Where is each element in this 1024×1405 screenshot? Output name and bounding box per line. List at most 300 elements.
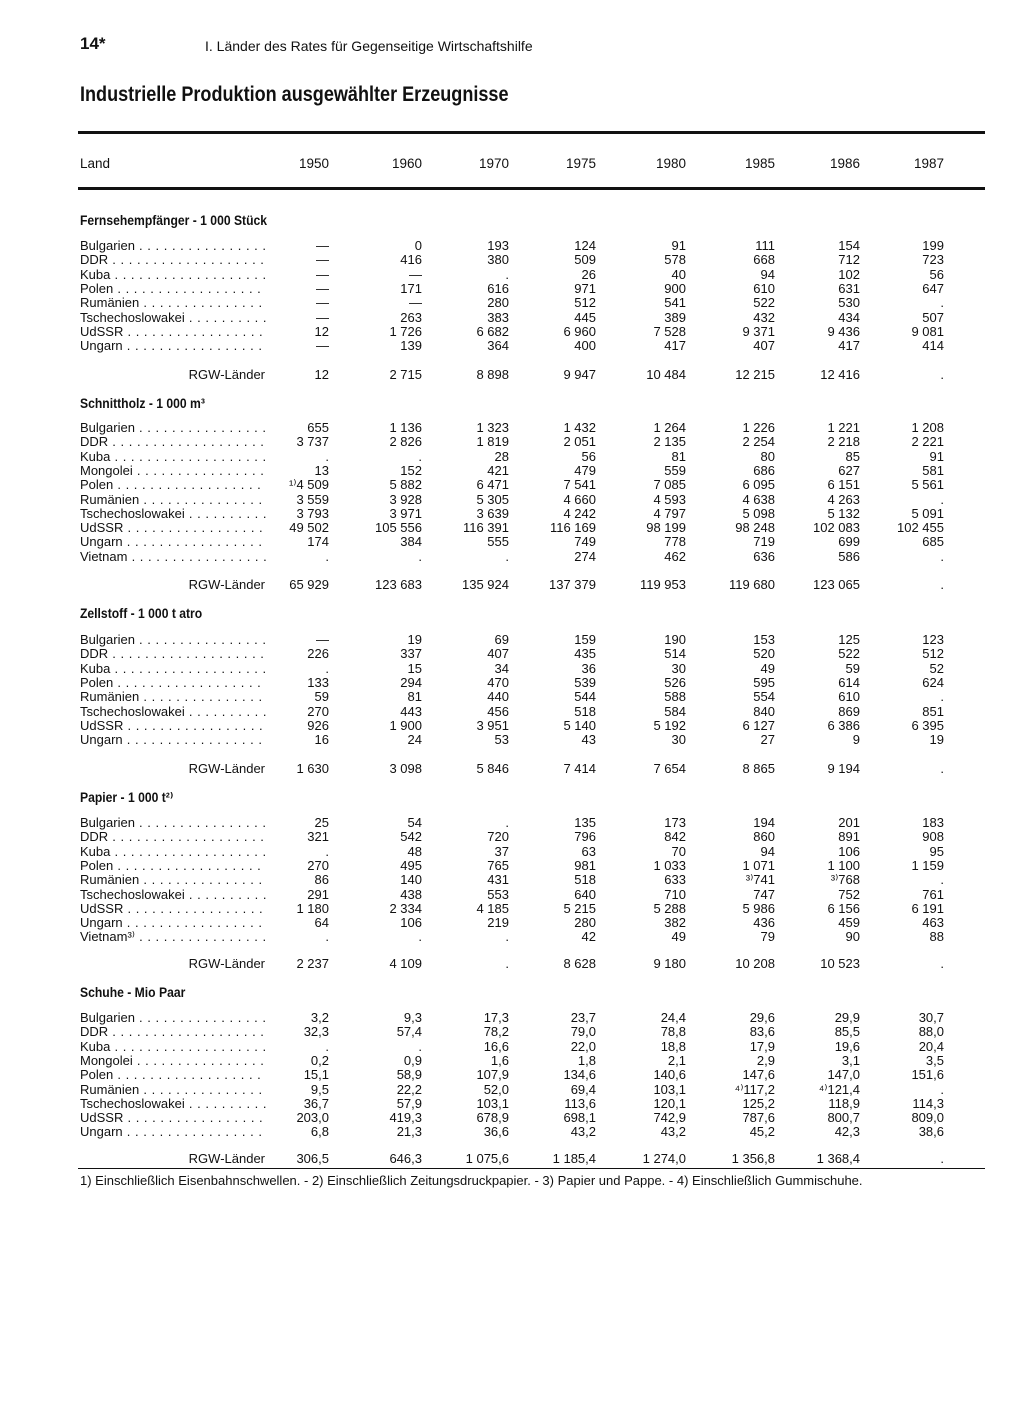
table-cell: 13 [314,462,329,478]
row-label: UdSSR . . . [80,1110,266,1125]
row-label: Bulgarien . . . [80,815,266,830]
table-cell: 509 [574,252,596,268]
table-cell: 64 [314,915,329,931]
table-cell: 90 [845,929,860,945]
table-cell: 971 [574,280,596,296]
table-cell: 86 [314,872,329,888]
table-cell: 438 [400,886,422,902]
table-cell: 719 [753,534,775,550]
table-cell: — [316,280,329,296]
table-cell: 1 264 [653,420,686,435]
page-title: Industrielle Produktion ausgewählter Erzeugnisse [80,83,509,106]
table-cell: 389 [664,309,686,325]
header-year: 1970 [478,156,509,171]
row-label: Ungarn . . . [80,338,266,353]
table-cell: 610 [838,689,860,705]
table-cell: 400 [574,338,596,354]
table-cell: — [316,632,329,647]
total-cell: 12 416 [820,367,860,382]
table-cell: 42 [581,929,596,945]
table-cell: . [505,266,509,282]
table-cell: 294 [400,674,422,690]
section-title: Zellstoff - 1 000 t atro [80,606,203,621]
row-label: UdSSR . . . [80,520,266,535]
table-cell: 6 471 [476,477,509,493]
total-cell: 65 929 [289,577,329,592]
table-cell: 434 [838,309,860,325]
row-label: Polen . . . [80,858,266,873]
table-cell: 102 083 [813,520,860,536]
row-label: Polen . . . [80,281,266,296]
table-cell: 3 951 [476,717,509,733]
table-cell: 38,6 [918,1124,944,1140]
table-cell: 59 [845,660,860,676]
table-cell: 470 [487,674,509,690]
table-cell: . [325,929,329,945]
table-cell: 124 [574,238,596,253]
table-cell: 1 033 [653,857,686,873]
table-cell: 6 191 [911,900,944,916]
table-cell: 900 [664,280,686,296]
table-cell: 6 386 [827,717,860,733]
table-cell: 43,2 [570,1124,596,1140]
row-label: DDR . . . [80,252,266,267]
table-cell: 459 [838,915,860,931]
total-cell: 7 654 [653,761,686,776]
table-cell: 1 071 [742,857,775,873]
table-cell: . [418,448,422,464]
table-cell: 9 081 [911,323,944,339]
table-cell: 116 169 [549,520,596,536]
table-cell: 174 [307,534,329,550]
table-cell: 432 [753,309,775,325]
table-cell: 337 [400,646,422,662]
total-cell: . [940,577,944,592]
total-cell: 8 898 [476,367,509,382]
header-year: 1980 [655,156,686,171]
table-cell: 69 [494,632,509,647]
table-cell: 15 [407,660,422,676]
table-cell: 1,8 [577,1052,596,1068]
table-cell: 6,8 [310,1124,329,1140]
row-label: Tschechoslowakei . . . [80,310,266,325]
table-cell: 81 [671,448,686,464]
table-cell: 595 [753,674,775,690]
total-cell: 306,5 [296,1151,329,1166]
table-cell: 747 [753,886,775,902]
table-cell: 842 [664,829,686,845]
table-cell: 88 [929,929,944,945]
row-label: Tschechoslowakei . . . [80,887,266,902]
table-cell: 16 [314,732,329,748]
table-cell: 1 159 [911,857,944,873]
row-label: Kuba . . . [80,449,266,464]
row-label: Polen . . . [80,675,266,690]
table-cell: 9,3 [403,1010,422,1025]
table-cell: 6 395 [911,717,944,733]
table-cell: 280 [574,915,596,931]
table-cell: 28 [494,448,509,464]
table-cell: 171 [400,280,422,296]
table-cell: 522 [753,295,775,311]
table-cell: 26 [581,266,596,282]
total-cell: 123 683 [375,577,422,592]
table-cell: . [325,548,329,564]
total-cell: 119 953 [639,577,686,592]
table-cell: 1 432 [563,420,596,435]
table-cell: 118,9 [828,1095,860,1111]
total-cell: 2 237 [296,956,329,971]
row-label: Bulgarien . . . [80,1010,266,1025]
table-cell: 383 [487,309,509,325]
table-cell: 765 [487,857,509,873]
table-cell: 5 132 [827,505,860,521]
row-label: Mongolei . . . [80,1053,266,1068]
table-cell: 153 [753,632,775,647]
table-cell: 6 127 [742,717,775,733]
table-cell: 52,0 [483,1081,509,1097]
total-cell: 646,3 [389,1151,422,1166]
table-cell: 495 [400,857,422,873]
table-cell: 3 971 [389,505,422,521]
table-cell: 908 [922,829,944,845]
table-cell: 5 140 [563,717,596,733]
total-cell: 10 208 [735,956,775,971]
table-cell: 193 [487,238,509,253]
table-cell: 640 [574,886,596,902]
total-cell: . [505,956,509,971]
table-cell: 3 559 [296,491,329,507]
total-cell: 1 630 [296,761,329,776]
table-cell: 147,6 [742,1067,775,1083]
table-cell: 24 [407,732,422,748]
table-cell: 116 391 [462,520,509,536]
table-cell: 578 [664,252,686,268]
table-cell: 544 [574,689,596,705]
table-cell: 78,2 [483,1024,509,1040]
row-label: Tschechoslowakei . . . [80,506,266,521]
table-cell: 9,5 [310,1081,329,1097]
table-cell: 5 986 [742,900,775,916]
row-label: Ungarn . . . [80,1124,266,1139]
table-cell: 522 [838,646,860,662]
table-cell: 364 [487,338,509,354]
total-cell: 9 947 [563,367,596,382]
table-cell: 5 091 [911,505,944,521]
table-cell: . [505,815,509,830]
table-cell: 63 [581,843,596,859]
table-cell: . [325,1038,329,1054]
table-cell: 1 221 [827,420,860,435]
table-cell: ⁴⁾121,4 [818,1081,860,1097]
table-cell: 1 226 [742,420,775,435]
total-label: RGW-Länder [188,577,265,592]
table-cell: 280 [487,295,509,311]
table-cell: 668 [753,252,775,268]
table-cell: 9 371 [742,323,775,339]
table-cell: 103,1 [476,1095,509,1111]
table-cell: 114,3 [912,1095,944,1111]
table-cell: 22,2 [396,1081,422,1097]
table-cell: 1 136 [389,420,422,435]
table-cell: . [325,448,329,464]
table-cell: 19 [407,632,422,647]
total-label: RGW-Länder [188,367,265,382]
table-cell: 111 [755,238,775,253]
row-label: DDR . . . [80,646,266,661]
table-cell: 419,3 [389,1110,422,1126]
table-cell: 981 [574,857,596,873]
table-cell: 12 [314,323,329,339]
table-cell: 37 [494,843,509,859]
table-cell: . [505,548,509,564]
table-cell: 555 [487,534,509,550]
table-cell: 2 051 [563,434,596,450]
total-cell: 8 865 [742,761,775,776]
total-cell: 8 628 [563,956,596,971]
table-cell: 78,8 [660,1024,686,1040]
table-cell: 2 334 [389,900,422,916]
table-cell: 3,5 [925,1052,944,1068]
table-cell: . [418,929,422,945]
table-cell: 3,1 [841,1052,860,1068]
table-cell: 140 [400,872,422,888]
table-cell: 541 [664,295,686,311]
table-cell: 21,3 [396,1124,422,1140]
table-cell: 647 [922,280,944,296]
total-cell: 10 523 [820,956,860,971]
header-year: 1987 [913,156,944,171]
header-year: 1960 [391,156,422,171]
total-cell: 137 379 [549,577,596,592]
total-cell: 3 098 [389,761,422,776]
header-year: 1985 [744,156,775,171]
table-cell: 5 305 [476,491,509,507]
table-cell: 787,6 [742,1110,775,1126]
table-cell: 32,3 [303,1024,329,1040]
table-cell: 1,6 [490,1052,509,1068]
table-cell: 796 [574,829,596,845]
table-cell: 16,6 [483,1038,509,1054]
table-cell: 851 [922,703,944,719]
section-title: Papier - 1 000 t²⁾ [80,790,174,805]
table-cell: 2,9 [756,1052,775,1068]
table-cell: 88,0 [918,1024,944,1040]
table-cell: 18,8 [660,1038,686,1054]
table-cell: 152 [400,462,422,478]
table-cell: 4 185 [476,900,509,916]
table-cell: 514 [664,646,686,662]
table-cell: 105 556 [375,520,422,536]
row-label: Rumänien . . . [80,295,266,310]
table-cell: 443 [400,703,422,719]
total-cell: 123 065 [813,577,860,592]
table-cell: 103,1 [653,1081,686,1097]
table-cell: 133 [307,674,329,690]
total-cell: 10 484 [646,367,686,382]
table-cell: 840 [753,703,775,719]
table-cell: 36 [581,660,596,676]
table-cell: 5 882 [389,477,422,493]
table-cell: 588 [664,689,686,705]
table-cell: 106 [838,843,860,859]
total-cell: 12 215 [735,367,775,382]
table-cell: 125 [838,632,860,647]
table-cell: 520 [753,646,775,662]
section-title: Schnittholz - 1 000 m³ [80,396,205,411]
table-cell: ³⁾768 [830,872,860,888]
table-cell: 94 [760,843,775,859]
table-cell: 125,2 [742,1095,775,1111]
table-cell: 57,4 [396,1024,422,1040]
table-cell: 291 [307,886,329,902]
table-cell: 79 [760,929,775,945]
total-cell: . [940,761,944,776]
table-cell: 800,7 [827,1110,860,1126]
table-cell: 48 [407,843,422,859]
table-cell: 456 [487,703,509,719]
total-cell: 1 356,8 [731,1151,775,1166]
table-cell: 53 [494,732,509,748]
table-cell: 190 [664,632,686,647]
table-cell: ⁴⁾117,2 [734,1081,775,1097]
table-cell: 2 135 [653,434,686,450]
table-cell: 56 [929,266,944,282]
table-cell: 530 [838,295,860,311]
table-cell: 891 [838,829,860,845]
table-cell: — [316,309,329,325]
row-label: Bulgarien . . . [80,238,266,253]
table-cell: 263 [400,309,422,325]
row-label: Bulgarien . . . [80,632,266,647]
table-cell: 94 [760,266,775,282]
table-cell: 421 [487,462,509,478]
row-label: Vietnam . . . [80,549,266,564]
table-cell: 3,2 [310,1010,329,1025]
table-cell: 678,9 [476,1110,509,1126]
table-cell: 1 900 [389,717,422,733]
table-cell: . [940,872,944,888]
table-cell: . [325,843,329,859]
row-label: Rumänien . . . [80,689,266,704]
table-cell: 83,6 [749,1024,775,1040]
table-cell: 183 [922,815,944,830]
table-cell: 203,0 [296,1110,329,1126]
table-cell: 19,6 [834,1038,860,1054]
total-cell: 1 274,0 [642,1151,686,1166]
table-cell: 57,9 [396,1095,422,1111]
table-cell: 113,6 [564,1095,596,1111]
table-cell: 4 638 [742,491,775,507]
table-cell: — [316,238,329,253]
row-label: Vietnam³⁾ . . . [80,929,266,944]
total-cell: 4 109 [389,956,422,971]
table-cell: 5 098 [742,505,775,521]
table-cell: 686 [753,462,775,478]
table-cell: 56 [581,448,596,464]
table-cell: 219 [487,915,509,931]
table-cell: 20,4 [918,1038,944,1054]
total-cell: 5 846 [476,761,509,776]
table-cell: 436 [753,915,775,931]
table-cell: 1 819 [476,434,509,450]
table-cell: 159 [574,632,596,647]
table-cell: 614 [838,674,860,690]
table-cell: 5 215 [563,900,596,916]
table-cell: 417 [664,338,686,354]
total-cell: . [940,956,944,971]
total-label: RGW-Länder [188,761,265,776]
table-cell: 80 [760,448,775,464]
table-cell: 25 [314,815,329,830]
table-cell: 542 [400,829,422,845]
footnote: 1) Einschließlich Eisenbahnschwellen. - 2) Einschließlich Zeitungsdruckpapier. - 3) Papier und Pappe. - 4) Einschließlich Gummischuhe. [80,1173,863,1188]
table-cell: 102 455 [897,520,944,536]
table-cell: 1 726 [389,323,422,339]
table-cell: 226 [307,646,329,662]
table-cell: 4 660 [563,491,596,507]
table-cell: 512 [574,295,596,311]
section-title: Fernsehempfänger - 1 000 Stück [80,213,268,228]
table-cell: 201 [838,815,860,830]
table-cell: 34 [494,660,509,676]
table-cell: 36,7 [303,1095,329,1111]
table-cell: 479 [574,462,596,478]
table-cell: 6 156 [827,900,860,916]
table-cell: 42,3 [834,1124,860,1140]
table-cell: 7 085 [653,477,686,493]
total-cell: 135 924 [462,577,509,592]
table-cell: ¹⁾4 509 [288,477,329,493]
total-cell: . [940,367,944,382]
table-cell: 616 [487,280,509,296]
table-cell: . [940,548,944,564]
table-cell: 140,6 [653,1067,686,1083]
table-cell: 0,2 [310,1052,329,1068]
table-cell: 40 [671,266,686,282]
table-cell: . [940,689,944,705]
table-cell: 79,0 [570,1024,596,1040]
table-cell: 407 [487,646,509,662]
table-cell: 699 [838,534,860,550]
table-cell: . [940,295,944,311]
table-cell: 1 100 [827,857,860,873]
row-label: Rumänien . . . [80,872,266,887]
row-label: Tschechoslowakei . . . [80,704,266,719]
header-year: 1975 [565,156,596,171]
table-cell: 22,0 [570,1038,596,1054]
table-cell: 9 436 [827,323,860,339]
table-cell: 4 263 [827,491,860,507]
row-label: DDR . . . [80,1024,266,1039]
table-cell: 7 541 [563,477,596,493]
table-cell: 139 [400,338,422,354]
table-cell: 1 180 [296,900,329,916]
table-cell: 4 242 [563,505,596,521]
table-cell: 809,0 [911,1110,944,1126]
table-cell: 586 [838,548,860,564]
table-cell: 36,6 [483,1124,509,1140]
table-cell: 29,9 [834,1010,860,1025]
table-cell: 553 [487,886,509,902]
table-cell: 610 [753,280,775,296]
table-cell: 49 502 [289,520,329,536]
row-label: Ungarn . . . [80,534,266,549]
table-cell: 6 960 [563,323,596,339]
table-cell: 710 [664,886,686,902]
table-cell: 270 [307,703,329,719]
table-cell: 416 [400,252,422,268]
